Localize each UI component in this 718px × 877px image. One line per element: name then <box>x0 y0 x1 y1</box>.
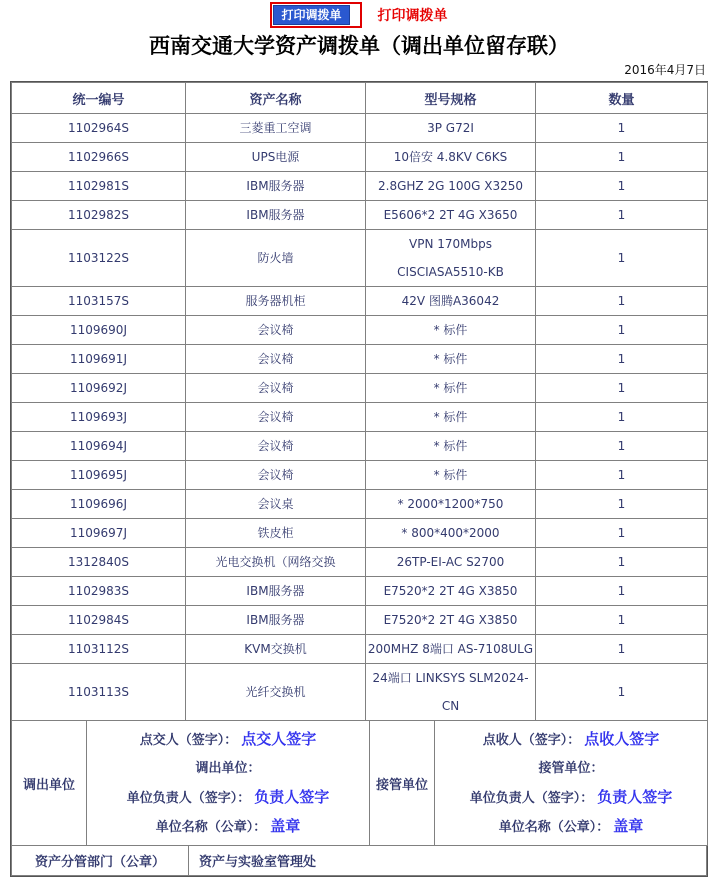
model-spec-line: 10倍安 4.8KV C6KS <box>393 150 508 164</box>
cell-unified-code <box>12 316 186 345</box>
column-header-unified-code: 统一编号 <box>12 83 186 114</box>
signature-field-label: 单位负责人（签字）： <box>469 791 594 806</box>
unified-code-text: 1312840S <box>67 555 130 569</box>
print-toolbar <box>0 0 718 27</box>
unified-code-text: 1109696J <box>70 497 127 511</box>
cell-model-spec <box>366 345 536 374</box>
column-header-asset-name: 资产名称 <box>186 83 366 114</box>
model-spec-line: E7520*2 2T 4G X3850 <box>383 613 518 627</box>
cell-unified-code <box>12 606 186 635</box>
cell-unified-code <box>12 114 186 143</box>
unified-code-text: 1109691J <box>70 352 127 366</box>
asset-name-text: 光电交换机（网络交换 <box>215 555 336 569</box>
signature-field-value[interactable]: 盖章 <box>613 817 644 835</box>
table-row <box>12 374 708 403</box>
asset-name-text: 会议椅 <box>257 439 294 453</box>
quantity-text: 1 <box>617 208 626 222</box>
cell-quantity <box>536 316 708 345</box>
cell-quantity <box>536 201 708 230</box>
asset-name-text: UPS电源 <box>251 150 300 164</box>
table-row <box>12 230 708 287</box>
table-row <box>12 287 708 316</box>
unified-code-text: 1109694J <box>70 439 127 453</box>
cell-quantity <box>536 577 708 606</box>
quantity-text: 1 <box>617 323 626 337</box>
cell-model-spec <box>366 432 536 461</box>
column-header-quantity: 数量 <box>536 83 708 114</box>
asset-name-text: 会议椅 <box>257 381 294 395</box>
cell-model-spec <box>366 490 536 519</box>
unified-code-text: 1102964S <box>67 121 130 135</box>
table-row <box>12 664 708 721</box>
asset-name-text: KVM交换机 <box>244 642 307 656</box>
unified-code-text: 1102966S <box>67 150 130 164</box>
cell-unified-code <box>12 432 186 461</box>
signature-line <box>435 725 707 754</box>
cell-quantity <box>536 490 708 519</box>
signature-line <box>87 725 369 754</box>
asset-name-text: 防火墙 <box>257 251 294 265</box>
cell-asset-name <box>186 519 366 548</box>
quantity-text: 1 <box>617 526 626 540</box>
cell-model-spec <box>366 519 536 548</box>
table-row <box>12 606 708 635</box>
cell-unified-code <box>12 635 186 664</box>
signature-field-label: 点交人（签字）： <box>139 733 238 748</box>
asset-table-body <box>12 114 708 721</box>
model-spec-line: 200MHZ 8端口 AS-7108ULG <box>367 642 534 656</box>
table-row <box>12 519 708 548</box>
cell-unified-code <box>12 548 186 577</box>
quantity-text: 1 <box>617 439 626 453</box>
unified-code-text: 1109697J <box>70 526 127 540</box>
cell-quantity <box>536 230 708 287</box>
cell-unified-code <box>12 519 186 548</box>
cell-asset-name <box>186 143 366 172</box>
cell-unified-code <box>12 461 186 490</box>
signature-field-label: 点收人（签字）： <box>482 733 581 748</box>
cell-model-spec <box>366 606 536 635</box>
model-spec-line: E5606*2 2T 4G X3650 <box>383 208 518 222</box>
quantity-text: 1 <box>617 294 626 308</box>
cell-quantity <box>536 432 708 461</box>
sig-content-out_unit <box>87 721 370 846</box>
model-spec-line: E7520*2 2T 4G X3850 <box>383 584 518 598</box>
cell-asset-name <box>186 114 366 143</box>
cell-asset-name <box>186 432 366 461</box>
unified-code-text: 1103157S <box>67 294 130 308</box>
cell-quantity <box>536 548 708 577</box>
unified-code-text: 1102983S <box>67 584 130 598</box>
cell-quantity <box>536 519 708 548</box>
table-row <box>12 490 708 519</box>
cell-model-spec <box>366 143 536 172</box>
column-header-model-spec: 型号规格 <box>366 83 536 114</box>
model-spec-line: * 标件 <box>433 410 468 424</box>
signature-field-label: 单位名称（公章）： <box>155 820 267 835</box>
model-spec-line: * 标件 <box>433 323 468 337</box>
asset-table-header <box>12 83 708 114</box>
cell-quantity <box>536 403 708 432</box>
model-spec-line: 3P G72I <box>427 121 474 135</box>
cell-model-spec <box>366 287 536 316</box>
unified-code-text: 1102981S <box>67 179 130 193</box>
signature-field-value[interactable]: 负责人签字 <box>597 788 673 806</box>
quantity-text: 1 <box>617 381 626 395</box>
asset-name-text: IBM服务器 <box>246 208 305 222</box>
cell-model-spec <box>366 548 536 577</box>
table-row <box>12 345 708 374</box>
model-spec-line: * 标件 <box>433 439 468 453</box>
unified-code-text: 1103122S <box>67 251 130 265</box>
signature-row <box>12 721 708 846</box>
signature-field-label: 调出单位： <box>195 761 261 776</box>
cell-unified-code <box>12 345 186 374</box>
cell-asset-name <box>186 230 366 287</box>
form-frame <box>10 81 708 877</box>
unified-code-text: 1109690J <box>70 323 127 337</box>
asset-dept-value: 资产与实验室管理处 <box>189 846 707 876</box>
asset-name-text: 三菱重工空调 <box>239 121 312 135</box>
cell-asset-name <box>186 664 366 721</box>
asset-name-text: 铁皮柜 <box>257 526 294 540</box>
table-row <box>12 114 708 143</box>
unified-code-text: 1102984S <box>67 613 130 627</box>
cell-unified-code <box>12 664 186 721</box>
quantity-text: 1 <box>617 150 626 164</box>
asset-name-text: 会议椅 <box>257 468 294 482</box>
table-row <box>12 577 708 606</box>
print-button-highlight-box <box>270 2 361 28</box>
footer-section <box>11 845 707 876</box>
quantity-text: 1 <box>617 410 626 424</box>
cell-model-spec <box>366 635 536 664</box>
signature-field-value[interactable]: 点收人签字 <box>584 730 660 748</box>
model-spec-line: 26TP-EI-AC S2700 <box>396 555 505 569</box>
cell-model-spec <box>366 114 536 143</box>
quantity-text: 1 <box>617 613 626 627</box>
cell-asset-name <box>186 374 366 403</box>
quantity-text: 1 <box>617 642 626 656</box>
model-spec-line: 2.8GHZ 2G 100G X3250 <box>378 179 523 193</box>
cell-asset-name <box>186 461 366 490</box>
cell-unified-code <box>12 374 186 403</box>
asset-name-text: 会议椅 <box>257 410 294 424</box>
asset-name-text: IBM服务器 <box>246 179 305 193</box>
model-spec-line: VPN 170Mbps <box>409 237 492 251</box>
quantity-text: 1 <box>617 179 626 193</box>
signature-field-label: 单位名称（公章）： <box>498 820 610 835</box>
footer-row <box>12 846 707 876</box>
cell-unified-code <box>12 490 186 519</box>
asset-name-text: IBM服务器 <box>246 613 305 627</box>
cell-unified-code <box>12 577 186 606</box>
quantity-text: 1 <box>617 251 626 265</box>
quantity-text: 1 <box>617 555 626 569</box>
model-spec-line: * 800*400*2000 <box>401 526 500 540</box>
signature-line <box>435 783 707 812</box>
cell-asset-name <box>186 577 366 606</box>
model-spec-line: * 标件 <box>433 352 468 366</box>
asset-table <box>11 82 708 721</box>
signature-line <box>435 754 707 783</box>
model-spec-line: CN <box>441 699 460 713</box>
sig-content-in_unit <box>435 721 708 846</box>
cell-asset-name <box>186 548 366 577</box>
table-row <box>12 143 708 172</box>
signature-line <box>87 783 369 812</box>
table-row <box>12 201 708 230</box>
asset-name-text: 会议椅 <box>257 352 294 366</box>
form-date: 2016年4月7日 <box>624 63 706 77</box>
cell-asset-name <box>186 172 366 201</box>
quantity-text: 1 <box>617 352 626 366</box>
table-row <box>12 432 708 461</box>
unified-code-text: 1102982S <box>67 208 130 222</box>
signature-field-value[interactable]: 盖章 <box>270 817 301 835</box>
cell-model-spec <box>366 172 536 201</box>
asset-dept-label: 资产分管部门（公章） <box>12 846 189 876</box>
model-spec-line: * 2000*1200*750 <box>397 497 504 511</box>
cell-quantity <box>536 143 708 172</box>
asset-name-text: 服务器机柜 <box>245 294 306 308</box>
cell-asset-name <box>186 345 366 374</box>
table-row <box>12 172 708 201</box>
cell-asset-name <box>186 201 366 230</box>
take-over-unit-label: 接管单位 <box>370 721 435 846</box>
cell-quantity <box>536 635 708 664</box>
signature-field-label: 单位负责人（签字）： <box>126 791 251 806</box>
model-spec-line: 24端口 LINKSYS SLM2024- <box>372 671 529 685</box>
cell-quantity <box>536 287 708 316</box>
cell-asset-name <box>186 606 366 635</box>
table-row <box>12 548 708 577</box>
cell-unified-code <box>12 143 186 172</box>
cell-model-spec <box>366 201 536 230</box>
cell-model-spec <box>366 403 536 432</box>
unified-code-text: 1109692J <box>70 381 127 395</box>
model-spec-line: 42V 图腾A36042 <box>401 294 500 308</box>
cell-quantity <box>536 172 708 201</box>
cell-asset-name <box>186 316 366 345</box>
table-row <box>12 403 708 432</box>
cell-asset-name <box>186 403 366 432</box>
cell-model-spec <box>366 461 536 490</box>
unified-code-text: 1109695J <box>70 468 127 482</box>
signature-field-value[interactable]: 负责人签字 <box>254 788 330 806</box>
model-spec-line: * 标件 <box>433 468 468 482</box>
unified-code-text: 1109693J <box>70 410 127 424</box>
cell-quantity <box>536 664 708 721</box>
quantity-text: 1 <box>617 497 626 511</box>
cell-quantity <box>536 461 708 490</box>
table-row <box>12 461 708 490</box>
transfer-out-unit-label: 调出单位 <box>12 721 87 846</box>
cell-model-spec <box>366 374 536 403</box>
cell-model-spec <box>366 664 536 721</box>
print-button[interactable]: 打印调拨单 <box>273 5 349 25</box>
signature-field-label: 接管单位： <box>538 761 604 776</box>
header-row <box>12 83 708 114</box>
cell-unified-code <box>12 403 186 432</box>
cell-model-spec <box>366 230 536 287</box>
model-spec-line: * 标件 <box>433 381 468 395</box>
unified-code-text: 1103113S <box>67 685 130 699</box>
quantity-text: 1 <box>617 584 626 598</box>
cell-quantity <box>536 114 708 143</box>
table-row <box>12 316 708 345</box>
table-row <box>12 635 708 664</box>
cell-model-spec <box>366 316 536 345</box>
cell-quantity <box>536 606 708 635</box>
cell-quantity <box>536 345 708 374</box>
print-link[interactable]: 打印调拨单 <box>377 8 448 24</box>
signature-line <box>87 812 369 841</box>
model-spec-line: CISCIASA5510-KB <box>397 265 504 279</box>
quantity-text: 1 <box>617 468 626 482</box>
cell-unified-code <box>12 287 186 316</box>
asset-name-text: IBM服务器 <box>246 584 305 598</box>
cell-asset-name <box>186 635 366 664</box>
signature-line <box>435 812 707 841</box>
quantity-text: 1 <box>617 685 626 699</box>
quantity-text: 1 <box>617 121 626 135</box>
signature-line <box>87 754 369 783</box>
page-title: 西南交通大学资产调拨单（调出单位留存联） <box>149 34 569 58</box>
asset-name-text: 会议桌 <box>257 497 294 511</box>
cell-unified-code <box>12 230 186 287</box>
cell-quantity <box>536 374 708 403</box>
cell-asset-name <box>186 490 366 519</box>
signature-section <box>11 720 708 846</box>
cell-unified-code <box>12 172 186 201</box>
cell-model-spec <box>366 577 536 606</box>
unified-code-text: 1103112S <box>67 642 130 656</box>
cell-asset-name <box>186 287 366 316</box>
asset-name-text: 光纤交换机 <box>245 685 306 699</box>
cell-unified-code <box>12 201 186 230</box>
asset-name-text: 会议椅 <box>257 323 294 337</box>
signature-field-value[interactable]: 点交人签字 <box>241 730 317 748</box>
